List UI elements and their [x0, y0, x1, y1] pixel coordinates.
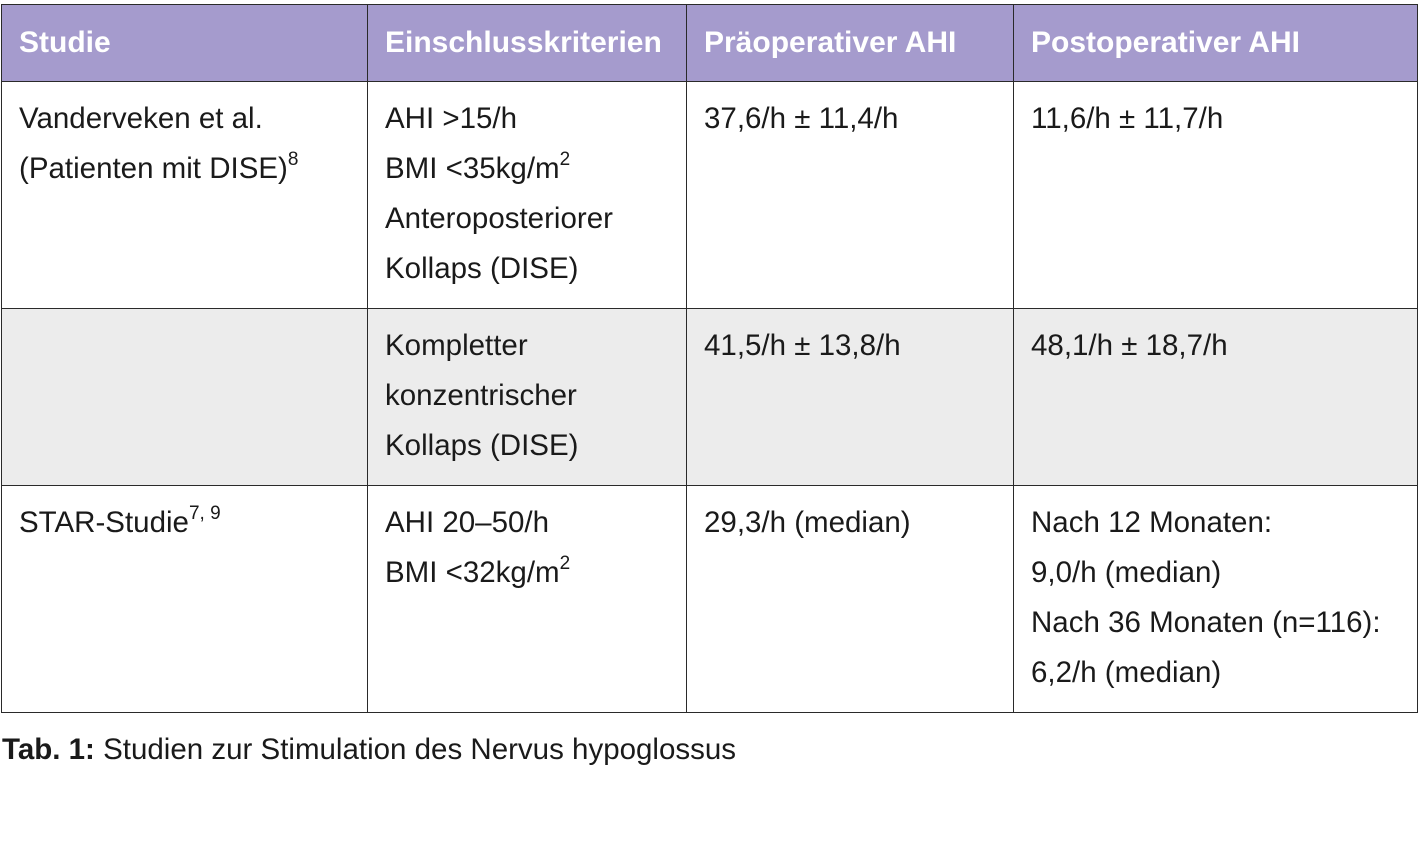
- criteria-text: BMI <35kg/m: [385, 152, 560, 185]
- post-line: 9,0/h (median): [1031, 556, 1222, 589]
- criteria-line: Kompletter: [385, 329, 528, 362]
- reference-superscript: 7, 9: [188, 503, 221, 524]
- cell-postoperativer-ahi: [1014, 486, 1418, 713]
- header-postoperativer-ahi: Postoperativer AHI: [1014, 5, 1418, 82]
- post-line: Nach 36 Monaten (n=116):: [1031, 606, 1381, 639]
- cell-postoperativer-ahi: 11,6/h ± 11,7/h: [1014, 82, 1418, 309]
- criteria-line: Kollaps (DISE): [385, 429, 579, 462]
- header-einschlusskriterien: Einschlusskriterien: [368, 5, 687, 82]
- post-line: Nach 12 Monaten:: [1031, 506, 1273, 539]
- cell-einschlusskriterien: [368, 82, 687, 309]
- table-row: [2, 82, 1418, 309]
- cell-postoperativer-ahi: 48,1/h ± 18,7/h: [1014, 309, 1418, 486]
- studies-table: [1, 4, 1418, 713]
- table-header-row: [2, 5, 1418, 82]
- header-studie: Studie: [2, 5, 368, 82]
- header-praeoperativer-ahi: Präoperativer AHI: [687, 5, 1014, 82]
- unit-superscript: 2: [559, 553, 571, 574]
- studie-text: (Patienten mit DISE): [19, 152, 288, 185]
- criteria-line: konzentrischer: [385, 379, 577, 412]
- criteria-line: Kollaps (DISE): [385, 252, 579, 285]
- studie-text: STAR-Studie: [19, 506, 189, 539]
- studie-line: [19, 498, 367, 548]
- criteria-line: AHI >15/h: [385, 102, 518, 135]
- caption-text: Studien zur Stimulation des Nervus hypoglossus: [94, 733, 737, 766]
- table-caption: [2, 730, 736, 770]
- cell-einschlusskriterien: [368, 486, 687, 713]
- table-row: [2, 486, 1418, 713]
- table-row: [2, 309, 1418, 486]
- reference-superscript: 8: [287, 149, 299, 170]
- cell-praeoperativer-ahi: 41,5/h ± 13,8/h: [687, 309, 1014, 486]
- criteria-line: [385, 144, 686, 194]
- cell-studie: [2, 309, 368, 486]
- criteria-line: Anteroposteriorer: [385, 202, 613, 235]
- cell-praeoperativer-ahi: 29,3/h (median): [687, 486, 1014, 713]
- cell-studie: [2, 82, 368, 309]
- criteria-text: BMI <32kg/m: [385, 556, 560, 589]
- post-line: 6,2/h (median): [1031, 656, 1222, 689]
- studie-line: [19, 144, 367, 194]
- caption-label: Tab. 1:: [2, 733, 95, 766]
- criteria-line: [385, 548, 686, 598]
- unit-superscript: 2: [559, 149, 571, 170]
- cell-einschlusskriterien: [368, 309, 687, 486]
- studie-line: Vanderveken et al.: [19, 102, 263, 135]
- cell-praeoperativer-ahi: 37,6/h ± 11,4/h: [687, 82, 1014, 309]
- criteria-line: AHI 20–50/h: [385, 506, 550, 539]
- cell-studie: [2, 486, 368, 713]
